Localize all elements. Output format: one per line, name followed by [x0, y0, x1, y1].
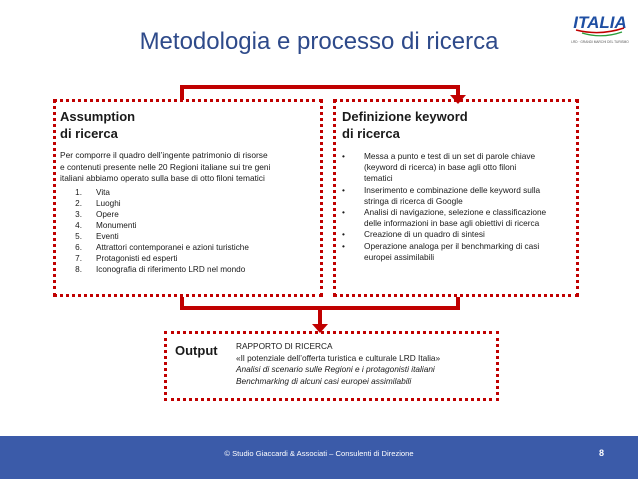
- thematic-list: [60, 187, 320, 275]
- list-item: 4. Monumenti: [75, 220, 137, 230]
- output-description: RAPPORTO DI RICERCA «Il potenziale dell’offerta turistica e culturale LRD Italia» Analisi di scenario sulle Regioni e i protagonisti italiani Benchmarking di alcuni casi europei assimilabili: [236, 341, 441, 386]
- list-item: 2. Luoghi: [75, 198, 121, 208]
- output-label: Output: [175, 343, 218, 358]
- list-item: • Analisi di navigazione, selezione e classificazione delle informazioni in base agli obiettivi di ricerca: [342, 207, 547, 229]
- list-item: • Creazione di un quadro di sintesi: [342, 229, 485, 240]
- list-item: • Inserimento e combinazione delle keyword sulla stringa di ricerca di Google: [342, 184, 541, 206]
- slide-title: Metodologia e processo di ricerca: [139, 28, 499, 55]
- list-item: • Operazione analoga per il benchmarking di casi europei assimilabili: [342, 240, 540, 262]
- list-item: • Messa a punto e test di un set di parole chiave (keyword di ricerca) in base agli otto filoni tematici: [342, 151, 536, 184]
- list-item: 7. Protagonisti ed esperti: [75, 253, 178, 263]
- page-number: 8: [598, 448, 604, 458]
- list-item: 8. Iconografia di riferimento LRD nel mondo: [75, 264, 246, 274]
- logo-wordmark: ITALIA: [573, 13, 627, 32]
- logo-subtext: LRD · GRANDI MARCHI DEL TURISMO: [571, 40, 629, 44]
- list-item: 6. Attrattori contemporanei e azioni turistiche: [75, 242, 249, 252]
- footer-bar: [0, 436, 638, 479]
- assumption-intro: Per comporre il quadro dell’ingente patrimonio di risorse e contenuti presente nelle 20 Regioni italiane sui tre geni italiani abbiamo operato sulla base di otto filoni tematici: [60, 150, 271, 183]
- footer-copyright: © Studio Giaccardi & Associati – Consulenti di Direzione: [224, 449, 414, 458]
- keyword-heading: Definizione keyword di ricerca: [342, 109, 468, 141]
- assumption-heading: Assumption di ricerca: [60, 109, 136, 141]
- list-item: 1. Vita: [75, 187, 110, 197]
- keyword-box: [333, 99, 579, 297]
- list-item: 5. Eventi: [75, 231, 119, 241]
- list-item: 3. Opere: [75, 209, 119, 219]
- keyword-bullets: [342, 151, 576, 263]
- italia-logo: [570, 6, 630, 46]
- assumption-box: [53, 99, 323, 297]
